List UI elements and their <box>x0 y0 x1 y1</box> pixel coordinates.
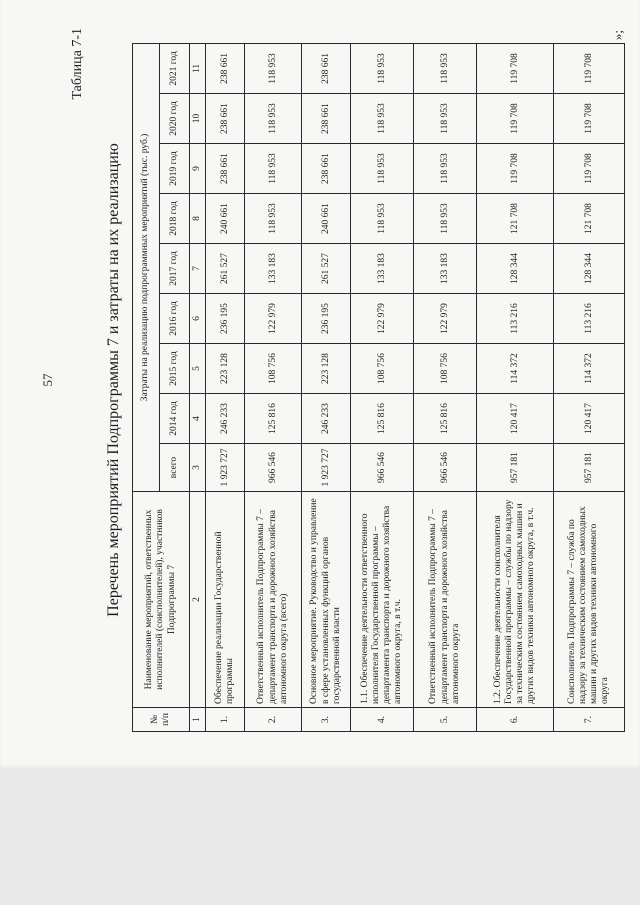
row-year-value: 118 953 <box>351 43 414 93</box>
header-row-top <box>133 43 160 731</box>
table-row <box>351 43 414 731</box>
row-year-value: 114 372 <box>477 344 554 394</box>
row-number: 2. <box>245 708 302 732</box>
row-year-value: 240 661 <box>206 194 245 244</box>
header-no: № п/п <box>133 708 190 732</box>
index-cell: 4 <box>190 394 206 444</box>
header-year: 2015 год <box>160 344 190 394</box>
row-number: 3. <box>302 708 351 732</box>
row-year-value: 113 216 <box>554 294 625 344</box>
row-year-value: 133 183 <box>414 244 477 294</box>
header-year: 2018 год <box>160 194 190 244</box>
row-year-value: 133 183 <box>245 244 302 294</box>
row-year-value: 118 953 <box>245 94 302 144</box>
index-cell: 8 <box>190 194 206 244</box>
row-number: 7. <box>554 708 625 732</box>
header-year: 2019 год <box>160 144 190 194</box>
row-year-value: 118 953 <box>414 43 477 93</box>
header-year: 2014 год <box>160 394 190 444</box>
row-year-value: 238 661 <box>302 94 351 144</box>
table-row <box>414 43 477 731</box>
row-year-value: 238 661 <box>302 144 351 194</box>
index-cell: 9 <box>190 144 206 194</box>
row-year-value: 120 417 <box>477 394 554 444</box>
header-name: Наименование мероприятий, ответственных исполнителей (соисполнителей), участников Подпрограммы 7 <box>133 492 190 708</box>
header-total: всего <box>160 444 190 492</box>
row-year-value: 238 661 <box>206 144 245 194</box>
row-year-value: 108 756 <box>245 344 302 394</box>
row-year-value: 118 953 <box>351 94 414 144</box>
header-costs: Затраты на реализацию подпрограммных мероприятий (тыс. руб.) <box>133 43 160 491</box>
row-name: 1.1. Обеспечение деятельности ответственного исполнителя Государственной программы – департамента транспорта и дорожного хозяйства автономного округа, в т.ч. <box>351 492 414 708</box>
row-year-value: 261 527 <box>206 244 245 294</box>
row-year-value: 128 344 <box>554 244 625 294</box>
header-year: 2016 год <box>160 294 190 344</box>
costs-table <box>132 43 625 732</box>
row-name: Ответственный исполнитель Подпрограммы 7 – департамент транспорта и дорожного хозяйства автономного округа <box>414 492 477 708</box>
index-row <box>190 43 206 731</box>
row-year-value: 108 756 <box>351 344 414 394</box>
table-row <box>206 43 245 731</box>
row-name: 1.2. Обеспечение деятельности соисполнителя Государственной программы – службы по надзору за техническим состоянием самоходных машин и других видов техники автономного округа, в т.ч. <box>477 492 554 708</box>
row-year-value: 238 661 <box>206 94 245 144</box>
row-year-value: 122 979 <box>414 294 477 344</box>
row-year-value: 118 953 <box>414 94 477 144</box>
row-year-value: 261 527 <box>302 244 351 294</box>
row-year-value: 118 953 <box>351 194 414 244</box>
row-year-value: 119 708 <box>477 43 554 93</box>
row-total-value: 966 546 <box>245 444 302 492</box>
index-cell: 5 <box>190 344 206 394</box>
row-number: 1. <box>206 708 245 732</box>
row-year-value: 113 216 <box>477 294 554 344</box>
row-total-value: 966 546 <box>414 444 477 492</box>
row-year-value: 118 953 <box>414 194 477 244</box>
row-year-value: 119 708 <box>554 43 625 93</box>
table-row <box>554 43 625 731</box>
index-cell: 2 <box>190 492 206 708</box>
row-year-value: 236 195 <box>206 294 245 344</box>
row-year-value: 246 233 <box>206 394 245 444</box>
row-total-value: 966 546 <box>351 444 414 492</box>
row-year-value: 119 708 <box>477 144 554 194</box>
page-number: 57 <box>40 373 55 387</box>
row-name: Основное мероприятие. Руководство и управление в сфере установленных функций органов государственной власти <box>302 492 351 708</box>
row-year-value: 133 183 <box>351 244 414 294</box>
row-year-value: 223 128 <box>302 344 351 394</box>
row-number: 4. <box>351 708 414 732</box>
closing-quote-mark: »; <box>610 30 625 41</box>
costs-table-wrapper <box>132 44 625 732</box>
row-year-value: 246 233 <box>302 394 351 444</box>
row-name: Соисполнитель Подпрограммы 7 – служба по надзору за техническим состоянием самоходных машин и других видов техники автономного округа <box>554 492 625 708</box>
row-year-value: 119 708 <box>477 94 554 144</box>
row-year-value: 122 979 <box>351 294 414 344</box>
row-year-value: 118 953 <box>245 144 302 194</box>
index-cell: 11 <box>190 43 206 93</box>
row-year-value: 122 979 <box>245 294 302 344</box>
header-year: 2020 год <box>160 94 190 144</box>
row-year-value: 119 708 <box>554 144 625 194</box>
index-cell: 6 <box>190 294 206 344</box>
row-year-value: 125 816 <box>245 394 302 444</box>
table-label: Таблица 7-1 <box>70 28 85 100</box>
row-year-value: 240 661 <box>302 194 351 244</box>
row-year-value: 118 953 <box>245 194 302 244</box>
row-year-value: 121 708 <box>554 194 625 244</box>
row-year-value: 223 128 <box>206 344 245 394</box>
index-cell: 10 <box>190 94 206 144</box>
table-row <box>477 43 554 731</box>
row-total-value: 1 923 727 <box>206 444 245 492</box>
row-year-value: 108 756 <box>414 344 477 394</box>
row-year-value: 128 344 <box>477 244 554 294</box>
header-year: 2017 год <box>160 244 190 294</box>
index-cell: 3 <box>190 444 206 492</box>
row-number: 5. <box>414 708 477 732</box>
row-year-value: 118 953 <box>245 43 302 93</box>
row-year-value: 120 417 <box>554 394 625 444</box>
row-total-value: 957 181 <box>477 444 554 492</box>
index-cell: 7 <box>190 244 206 294</box>
row-year-value: 125 816 <box>351 394 414 444</box>
row-year-value: 125 816 <box>414 394 477 444</box>
table-row <box>245 43 302 731</box>
row-total-value: 1 923 727 <box>302 444 351 492</box>
index-cell: 1 <box>190 708 206 732</box>
row-name: Ответственный исполнитель Подпрограммы 7 – департамент транспорта и дорожного хозяйства автономного округа (всего) <box>245 492 302 708</box>
document-title: Перечень мероприятий Подпрограммы 7 и затраты на их реализацию <box>105 143 122 617</box>
row-year-value: 238 661 <box>302 43 351 93</box>
row-year-value: 238 661 <box>206 43 245 93</box>
row-year-value: 118 953 <box>414 144 477 194</box>
row-year-value: 119 708 <box>554 94 625 144</box>
row-total-value: 957 181 <box>554 444 625 492</box>
row-year-value: 236 195 <box>302 294 351 344</box>
row-year-value: 118 953 <box>351 144 414 194</box>
row-year-value: 121 708 <box>477 194 554 244</box>
table-row <box>302 43 351 731</box>
row-name: Обеспечение реализации Государственной программы <box>206 492 245 708</box>
row-year-value: 114 372 <box>554 344 625 394</box>
header-year: 2021 год <box>160 43 190 93</box>
row-number: 6. <box>477 708 554 732</box>
